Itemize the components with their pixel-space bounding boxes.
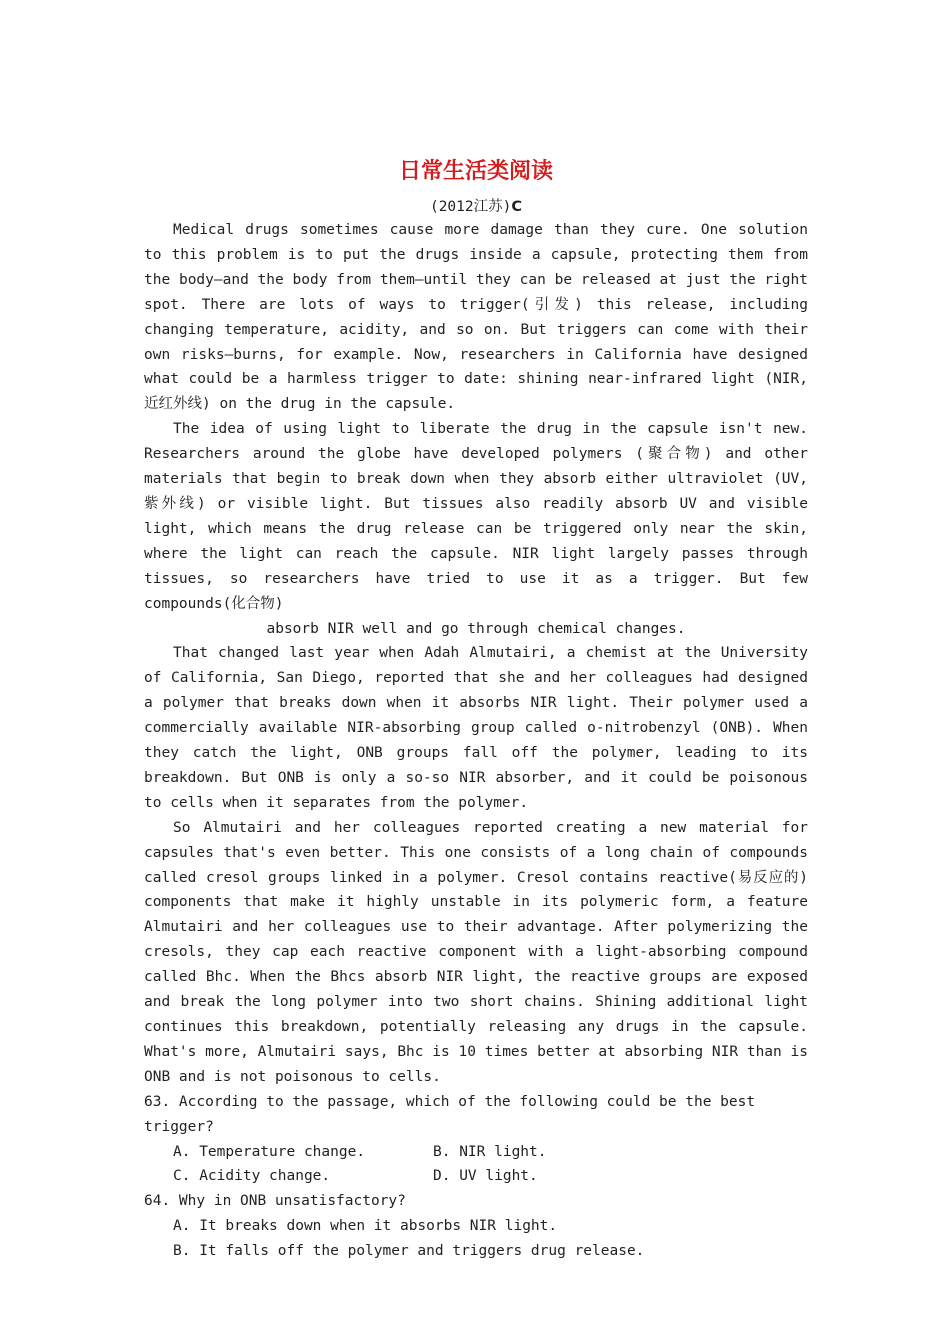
paragraph-1: Medical drugs sometimes cause more damage than they cure. One solution to this problem is to put the drugs inside a capsule, protecting them from the body—and the body from them—until they can be released at just the right spot. There are lots of ways to trigger(引发) this release, including changing temperature, acidity, and so on. But triggers can come with their own risks—burns, for example. Now, researchers in California have designed what could be a harmless trigger to date: shining near-infrared light (NIR,近红外线) on the drug in the capsule. <box>144 222 808 413</box>
question-63-option-b: B. NIR light. <box>433 1143 547 1160</box>
source-year: (2012江苏) <box>429 199 512 215</box>
question-64-option-a: A. It breaks down when it absorbs NIR light. <box>173 1218 558 1235</box>
source-letter: C <box>511 199 523 215</box>
source-line <box>144 196 808 218</box>
question-63-option-c: C. Acidity change. <box>173 1168 331 1185</box>
question-64-option-b: B. It falls off the polymer and triggers drug release. <box>173 1243 645 1260</box>
paragraph-2-body: The idea of using light to liberate the drug in the capsule isn't new. Researchers around the globe have developed polymers (聚合物) and other materials that begin to break down when they absorb either ultraviolet (UV,紫外线) or visible light. But tissues also readily absorb UV and visible light, which means the drug release can be triggered only near the skin, where the light can reach the capsule. NIR light largely passes through tissues, so researchers have tried to use it as a trigger. But few compounds(化合物) <box>144 421 808 612</box>
paragraph-4: So Almutairi and her colleagues reported creating a new material for capsules that's even better. This one consists of a long chain of compounds called cresol groups linked in a polymer. Cresol contains reactive(易反应的) components that make it highly unstable in its polymeric form, a feature Almutairi and her colleagues use to their advantage. After polymerizing the cresols, they cap each reactive component with a light-absorbing compound called Bhc. When the Bhcs absorb NIR light, the reactive groups are exposed and break the long polymer into two short chains. Shining additional light continues this breakdown, potentially releasing any drugs in the capsule. What's more, Almutairi says, Bhc is 10 times better at absorbing NIR than is ONB and is not poisonous to cells. <box>144 819 808 1085</box>
paragraph-3: That changed last year when Adah Almutairi, a chemist at the University of California, San Diego, reported that she and her colleagues had designed a polymer that breaks down when it absorbs NIR light. Their polymer used a commercially available NIR-absorbing group called o-nitrobenzyl (ONB). When they catch the light, ONB groups fall off the polymer, leading to its breakdown. But ONB is only a so-so NIR absorber, and it could be poisonous to cells when it separates from the polymer. <box>144 645 808 811</box>
page-title: 日常生活类阅读 <box>398 159 553 184</box>
question-63-options-row-1 <box>144 1140 808 1165</box>
question-63-option-a: A. Temperature change. <box>173 1143 366 1160</box>
question-63-option-d: D. UV light. <box>433 1168 538 1185</box>
document-page <box>144 154 808 1264</box>
question-63-stem: 63. According to the passage, which of the following could be the best trigger? <box>144 1093 756 1135</box>
question-63-options-row-2 <box>144 1164 808 1189</box>
question-64-stem: 64. Why in ONB unsatisfactory? <box>144 1193 406 1210</box>
paragraph-2-tail: absorb NIR well and go through chemical changes. <box>266 620 686 637</box>
paragraph-2 <box>144 417 808 641</box>
